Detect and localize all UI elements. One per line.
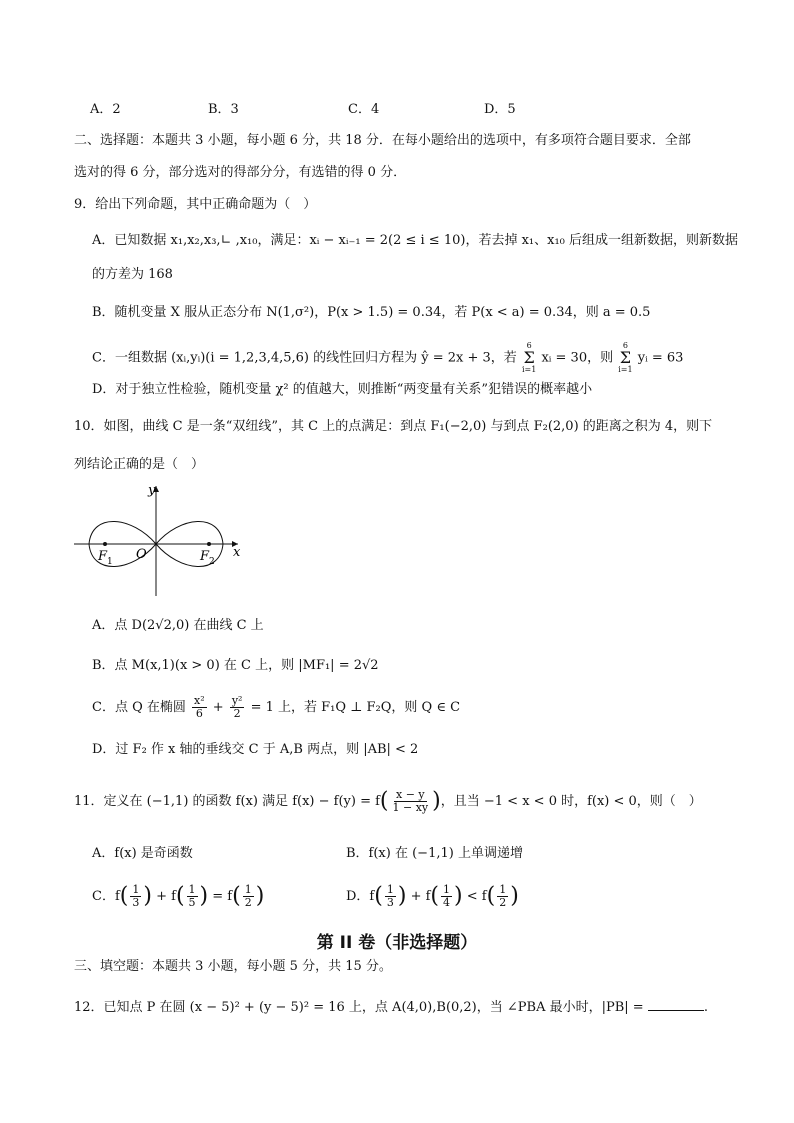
focus-f2-point: [207, 542, 211, 546]
q9-option-a-line2: 的方差为 168: [92, 267, 173, 282]
lemniscate-figure: [70, 478, 250, 602]
q12-text: 12．已知点 P 在圆 (x − 5)² + (y − 5)² = 16 上，点 A(4,0),B(0,2)，当 ∠PBA 最小时，|PB| =: [74, 1000, 644, 1015]
section2-instructions-line2: 选对的得 6 分，部分选对的得部分分，有选错的得 0 分．: [74, 165, 407, 180]
q8-option-c: C．4: [348, 102, 380, 117]
q8-option-a: A．2: [90, 102, 121, 117]
q9-option-c-suffix: yᵢ = 63: [637, 350, 684, 366]
q10-option-d: D．过 F₂ 作 x 轴的垂线交 C 于 A,B 两点，则 |AB| < 2: [92, 742, 419, 757]
q9-option-c-mid: xᵢ = 30，则: [541, 350, 614, 366]
q9-option-c-prefix: C．一组数据 (xᵢ,yᵢ)(i = 1,2,3,4,5,6) 的线性回归方程为 ŷ = 2x + 3，若: [92, 350, 517, 366]
f2-label: F: [200, 549, 210, 564]
origin-label: O: [136, 547, 147, 562]
q9-option-a-line1: A．已知数据 x₁,x₂,x₃,∟ ,x₁₀，满足：xᵢ − xᵢ₋₁ = 2(2 ≤ i ≤ 10)，若去掉 x₁、x₁₀ 后组成一组新数据，则新数据: [92, 233, 739, 248]
q11-fraction: $\frac{x - y}{1 - xy}$: [392, 788, 429, 814]
q11-option-d: D．f( $\frac{1}{3}$ ) + f( $\frac{1}{4}$ ) < f( $\frac{1}{2}$ ): [346, 883, 519, 909]
q9-option-d: D．对于独立性检验，随机变量 χ² 的值越大，则推断“两变量有关系”犯错误的概率越小: [92, 382, 593, 397]
q10-option-c-suffix: = 1 上，若 F₁Q ⊥ F₂Q，则 Q ∈ C: [250, 700, 461, 715]
ellipse-y-fraction: $\frac{\text{y²}}{2}$: [231, 694, 243, 720]
q9-option-b: B．随机变量 X 服从正态分布 N(1,σ²)，P(x > 1.5) = 0.34，若 P(x < a) = 0.34，则 a = 0.5: [92, 305, 651, 320]
q9-sum-y: 6 Σ i=1: [618, 341, 633, 374]
q11-stem: 11．定义在 (−1,1) 的函数 f(x) 满足 f(x) − f(y) = f( $\frac{x - y}{1 - xy}$ )，且当 −1 < x < 0 时，f(x) < 0，则（ ）: [74, 788, 702, 814]
section2-instructions-line1: 二、选择题：本题共 3 小题，每小题 6 分，共 18 分．在每小题给出的选项中，有多项符合题目要求．全部: [74, 133, 691, 148]
q10-option-b: B．点 M(x,1)(x > 0) 在 C 上，则 |MF₁| = 2√2: [92, 658, 379, 673]
ellipse-x-fraction: $\frac{\text{x²}}{6}$: [194, 694, 205, 720]
f2-subscript: 2: [209, 557, 215, 567]
f1-label: F: [98, 549, 108, 564]
q12-question: 12．已知点 P 在圆 (x − 5)² + (y − 5)² = 16 上，点 A(4,0),B(0,2)，当 ∠PBA 最小时，|PB| = .: [74, 1000, 708, 1015]
q10-option-a: A．点 D(2√2,0) 在曲线 C 上: [92, 618, 264, 633]
q11-option-c: C．f( $\frac{1}{3}$ ) + f( $\frac{1}{5}$ ) = f( $\frac{1}{2}$ ): [92, 883, 265, 909]
q9-stem: 9．给出下列命题，其中正确命题为（ ）: [74, 197, 317, 212]
plus-sign: +: [212, 700, 224, 715]
section3-instructions: 三、填空题：本题共 3 小题，每小题 5 分，共 15 分。: [74, 959, 392, 974]
q11-stem-prefix: 11．定义在 (−1,1) 的函数 f(x) 满足 f(x) − f(y) = f: [74, 794, 380, 809]
q11-option-b: B．f(x) 在 (−1,1) 上单调递增: [346, 846, 523, 861]
q8-option-d: D．5: [484, 102, 516, 117]
part2-title: 第 II 卷（非选择题）: [316, 933, 478, 953]
q11-option-a: A．f(x) 是奇函数: [92, 846, 193, 861]
q9-sum-x: 6 Σ i=1: [521, 341, 537, 374]
answer-blank[interactable]: [648, 998, 704, 1011]
q10-stem-line2: 列结论正确的是（ ）: [74, 457, 205, 472]
q10-option-c-prefix: C．点 Q 在椭圆: [92, 700, 186, 715]
q11-stem-suffix: ，且当 −1 < x < 0 时，f(x) < 0，则（ ）: [440, 794, 702, 809]
q8-option-b: B．3: [208, 102, 239, 117]
y-axis-label: y: [148, 483, 156, 498]
q9-option-c: [92, 342, 683, 374]
q10-stem-line1: 10．如图，曲线 C 是一条“双纽线”，其 C 上的点满足：到点 F₁(−2,0) 与到点 F₂(2,0) 的距离之积为 4，则下: [74, 419, 713, 434]
q10-option-c: [92, 695, 460, 720]
focus-f1-point: [103, 542, 107, 546]
x-axis-label: x: [233, 545, 241, 560]
f1-subscript: 1: [107, 557, 113, 567]
